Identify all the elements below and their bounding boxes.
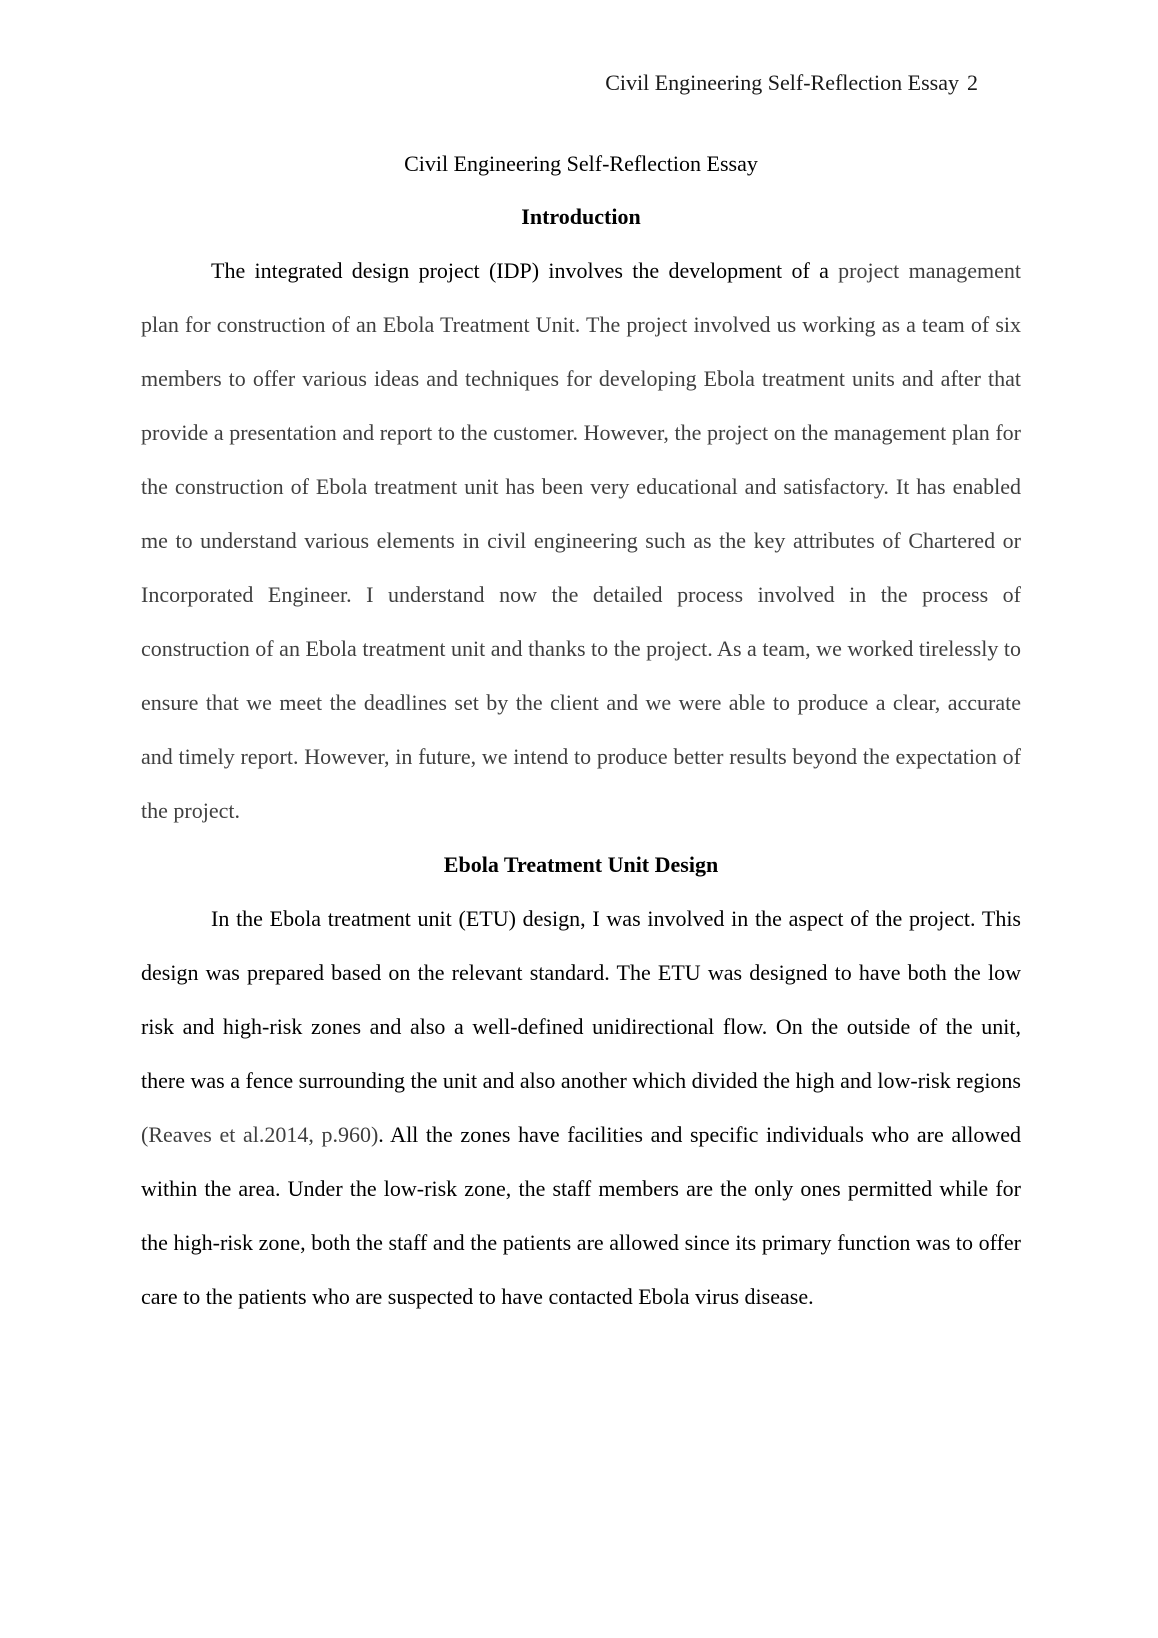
document-title: Civil Engineering Self-Reflection Essay <box>404 151 758 176</box>
etu-design-paragraph <box>141 892 1021 1324</box>
introduction-lead-text: The integrated design project (IDP) involves the development of a <box>211 258 829 283</box>
section-heading-introduction: Introduction <box>521 204 641 229</box>
citation: (Reaves et al.2014, p.960) <box>141 1122 379 1147</box>
page-number: 2 <box>967 70 978 95</box>
document-body <box>141 147 1021 1324</box>
etu-design-text-part2: . All the zones have facilities and specific individuals who are allowed within the area. Under the low-risk zone, the staff members are the only ones permitted while for the high-risk zone, both the staff and the patients are allowed since its primary function was to offer care to the patients who are suspected to have contacted Ebola virus disease. <box>141 1122 1021 1309</box>
etu-design-text-part1: In the Ebola treatment unit (ETU) design, I was involved in the aspect of the project. This design was prepared based on the relevant standard. The ETU was designed to have both the low risk and high-risk zones and also a well-defined unidirectional flow. On the outside of the unit, there was a fence surrounding the unit and also another which divided the high and low-risk regions <box>141 906 1021 1093</box>
introduction-body-text: project management plan for construction of an Ebola Treatment Unit. The project involved us working as a team of six members to offer various ideas and techniques for developing Ebola treatment units and after that provide a presentation and report to the customer. However, the project on the management plan for the construction of Ebola treatment unit has been very educational and satisfactory. It has enabled me to understand various elements in civil engineering such as the key attributes of Chartered or Incorporated Engineer. I understand now the detailed process involved in the process of construction of an Ebola treatment unit and thanks to the project. As a team, we worked tirelessly to ensure that we meet the deadlines set by the client and we were able to produce a clear, accurate and timely report. However, in future, we intend to produce better results beyond the expectation of the project. <box>141 258 1021 823</box>
running-header <box>605 66 978 100</box>
running-header-title: Civil Engineering Self-Reflection Essay <box>605 70 959 95</box>
introduction-paragraph <box>141 244 1021 838</box>
section-heading-etu-design: Ebola Treatment Unit Design <box>443 852 719 877</box>
